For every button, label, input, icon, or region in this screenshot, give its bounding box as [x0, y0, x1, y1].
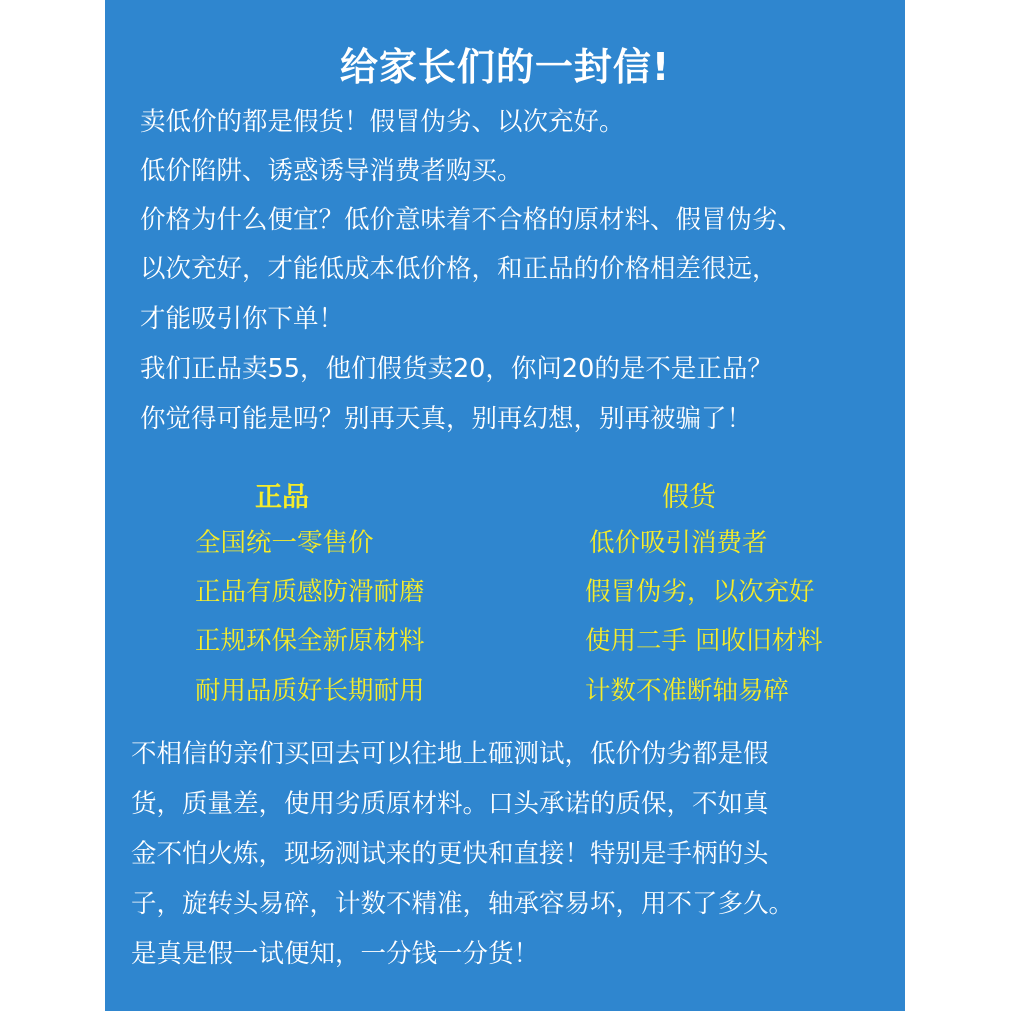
outro-line-2: 货，质量差，使用劣质原材料。口头承诺的质保，不如真 — [131, 789, 769, 819]
outro-line-4: 子，旋转头易碎，计数不精准，轴承容易坏，用不了多久。 — [131, 889, 795, 919]
fake-item-4: 计数不准断轴易碎 — [585, 676, 790, 706]
intro-line-5: 才能吸引你下单！ — [140, 304, 345, 334]
intro-line-2: 低价陷阱、诱惑诱导消费者购买。 — [140, 156, 523, 186]
genuine-heading: 正品 — [255, 482, 309, 513]
genuine-item-1: 全国统一零售价 — [195, 528, 374, 558]
intro-line-3: 价格为什么便宜？低价意味着不合格的原材料、假冒伪劣、 — [140, 205, 804, 235]
intro-line-4: 以次充好，才能低成本低价格，和正品的价格相差很远， — [140, 254, 778, 284]
outro-line-3: 金不怕火炼，现场测试来的更快和直接！特别是手柄的头 — [131, 839, 769, 869]
genuine-item-4: 耐用品质好长期耐用 — [195, 676, 425, 706]
fake-heading: 假货 — [662, 482, 716, 513]
intro-line-6: 我们正品卖55，他们假货卖20，你问20的是不是正品？ — [140, 354, 773, 384]
intro-line-1: 卖低价的都是假货！假冒伪劣、以次充好。 — [140, 107, 625, 137]
letter-poster — [105, 0, 905, 1011]
fake-item-2: 假冒伪劣，以次充好 — [585, 577, 815, 607]
genuine-item-2: 正品有质感防滑耐磨 — [195, 577, 425, 607]
fake-item-1: 低价吸引消费者 — [589, 528, 768, 558]
intro-line-7: 你觉得可能是吗？别再天真，别再幻想，别再被骗了！ — [140, 404, 753, 434]
genuine-item-3: 正规环保全新原材料 — [195, 626, 425, 656]
outro-line-1: 不相信的亲们买回去可以往地上砸测试，低价伪劣都是假 — [131, 739, 769, 769]
letter-title: 给家长们的一封信! — [339, 45, 671, 89]
fake-item-3: 使用二手 回收旧材料 — [585, 626, 823, 656]
outro-line-5: 是真是假一试便知，一分钱一分货！ — [131, 939, 540, 969]
